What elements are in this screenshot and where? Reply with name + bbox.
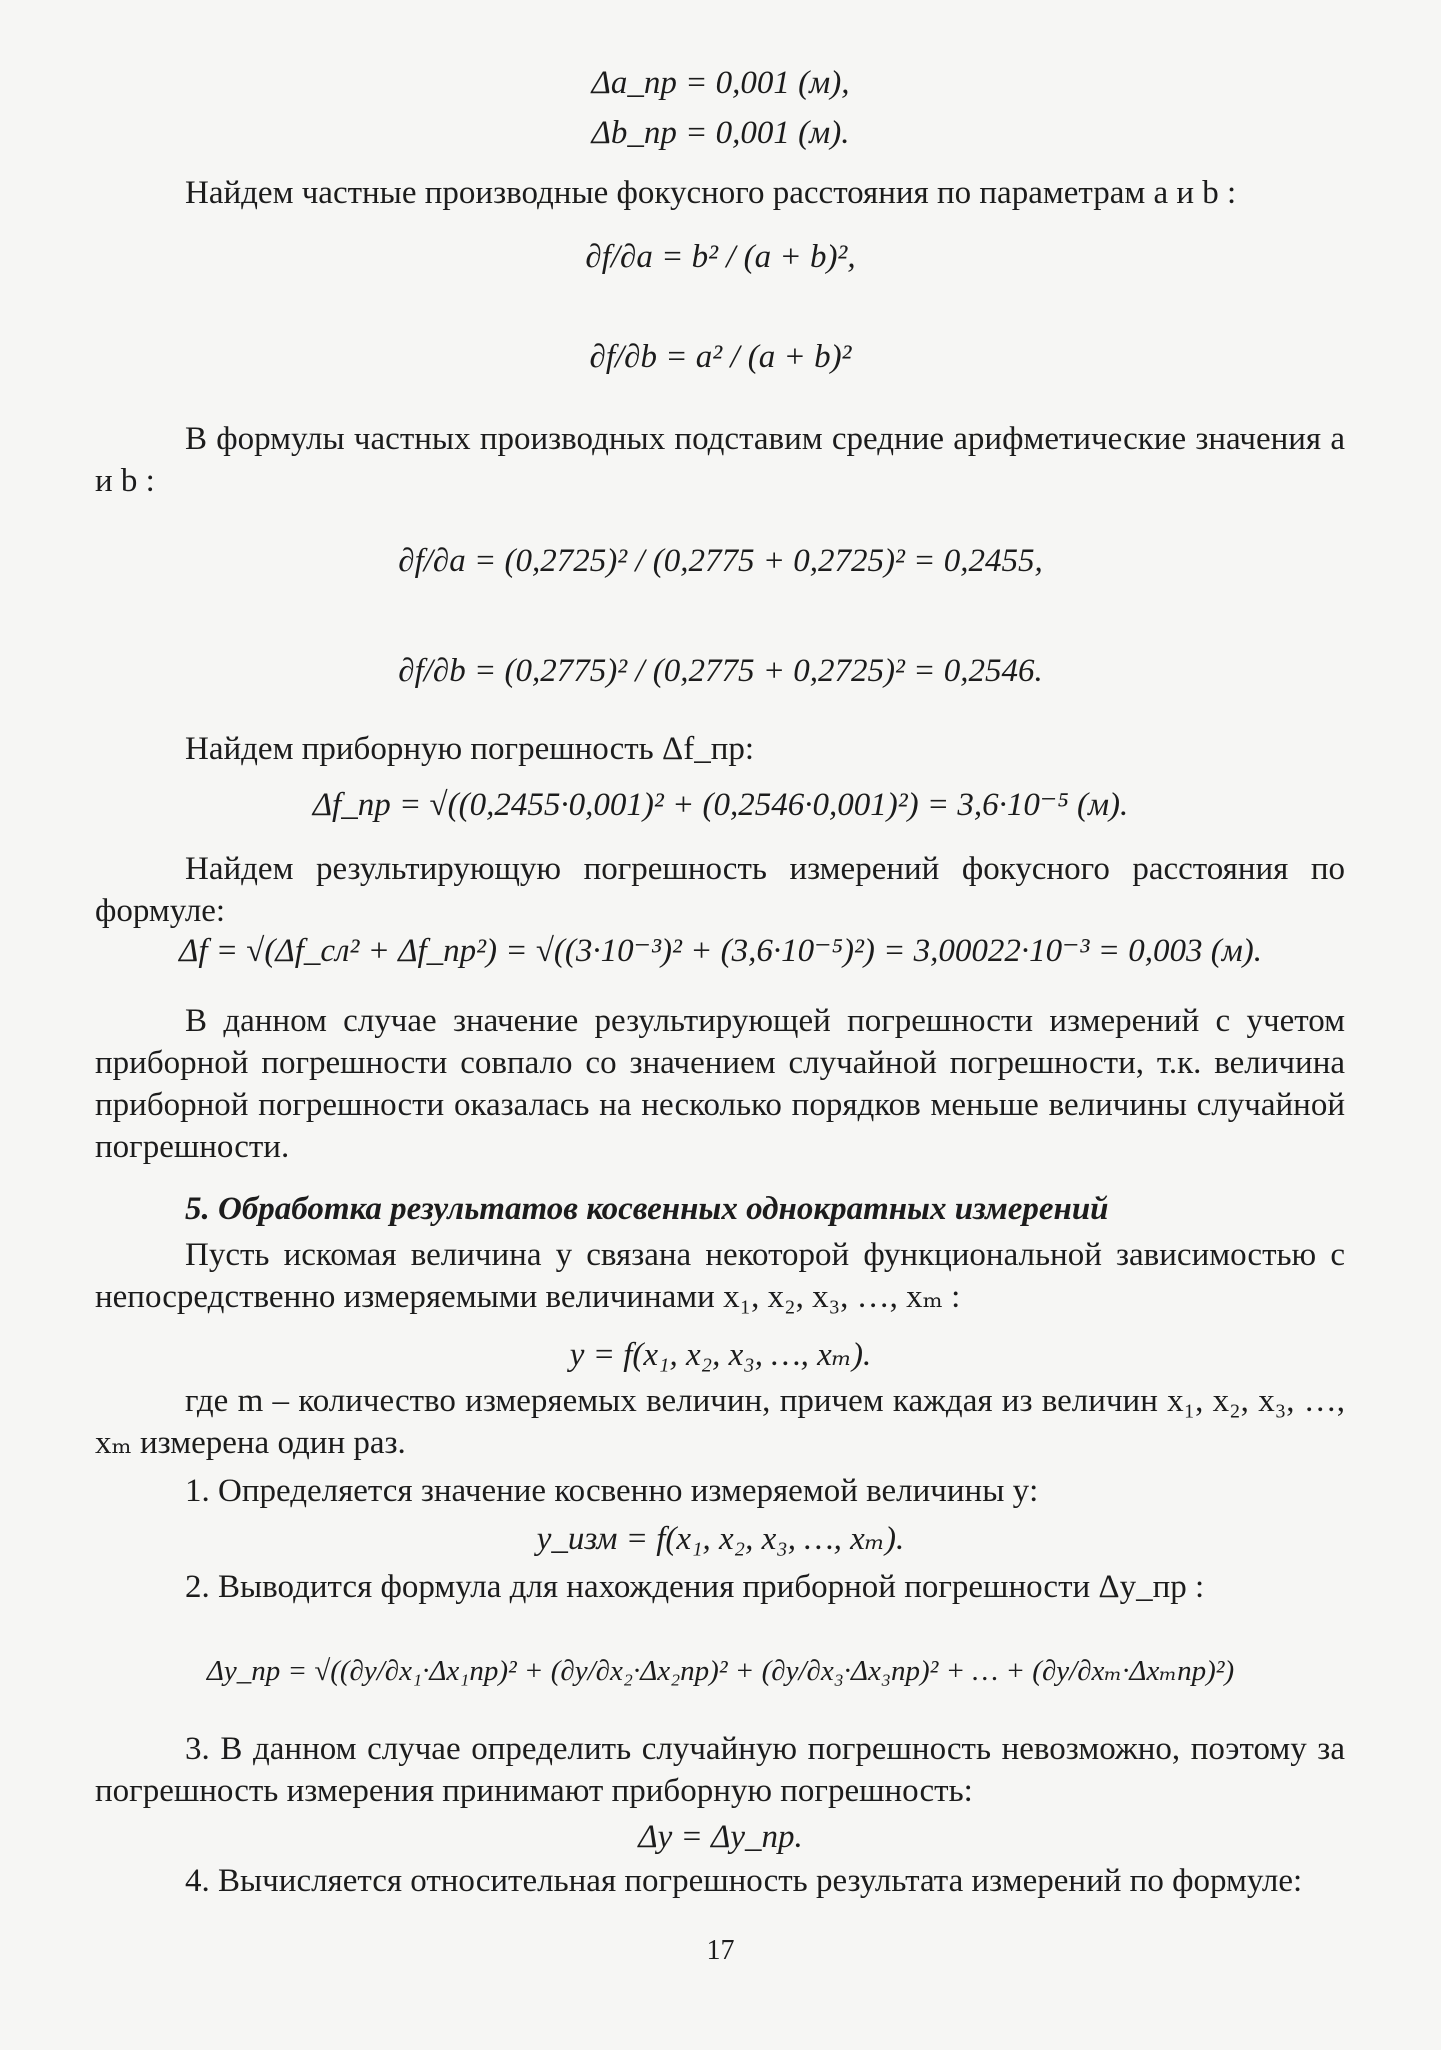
- formula-db-pr: Δb_пр = 0,001 (м).: [591, 115, 850, 151]
- section-heading: 5. Обработка результатов косвенных однократных измерений: [185, 1191, 1109, 1227]
- formula-df-db-value: ∂f/∂b = (0,2775)² / (0,2775 + 0,2725)² = 0,2546.: [398, 653, 1043, 689]
- formula-df-instrument: Δf_пр = √((0,2455·0,001)² + (0,2546·0,001)²) = 3,6·10⁻⁵ (м).: [312, 787, 1129, 823]
- paragraph-m-definition: где m – количество измеряемых величин, причем каждая из величин x₁, x₂, x₃, …, xₘ измерена один раз.: [95, 1383, 1345, 1461]
- paragraph-conclusion: В данном случае значение результирующей погрешности измерений с учетом приборной погрешности совпало со значением случайной погрешности, т.к. величина приборной погрешности оказалась на несколько порядков меньше величины случайной погрешности.: [95, 1003, 1345, 1165]
- formula-df-db: ∂f/∂b = a² / (a + b)²: [589, 339, 852, 375]
- page-number: 17: [706, 1935, 735, 1966]
- paragraph-instrument-error: Найдем приборную погрешность Δf_пр:: [185, 731, 755, 767]
- formula-dy-equals: Δy = Δy_пр.: [638, 1819, 803, 1855]
- paragraph-resulting-error: Найдем результирующую погрешность измерений фокусного расстояния по формуле:: [95, 851, 1345, 929]
- formula-da-pr: Δa_пр = 0,001 (м),: [591, 65, 850, 101]
- formula-y-measured: y_изм = f(x₁, x₂, x₃, …, xₘ).: [536, 1521, 905, 1557]
- paragraph-functional-dependence: Пусть искомая величина y связана некоторой функциональной зависимостью с непосредственно измеряемыми величинами x₁, x₂, x₃, …, xₘ :: [95, 1237, 1345, 1315]
- formula-df-total: Δf = √(Δf_сл² + Δf_пр²) = √((3·10⁻³)² + (3,6·10⁻⁵)²) = 3,00022·10⁻³ = 0,003 (м).: [178, 933, 1263, 969]
- list-item-2: 2. Выводится формула для нахождения приборной погрешности Δy_пр :: [185, 1569, 1205, 1605]
- formula-df-da-value: ∂f/∂a = (0,2725)² / (0,2775 + 0,2725)² = 0,2455,: [398, 543, 1043, 579]
- formula-df-da: ∂f/∂a = b² / (a + b)²,: [585, 239, 856, 275]
- list-item-4: 4. Вычисляется относительная погрешность результата измерений по формуле:: [185, 1863, 1303, 1899]
- paragraph-substitute-means: В формулы частных производных подставим средние арифметические значения a и b :: [95, 421, 1345, 499]
- list-item-1: 1. Определяется значение косвенно измеряемой величины y:: [185, 1473, 1039, 1509]
- list-item-3: 3. В данном случае определить случайную погрешность невозможно, поэтому за погрешность измерения принимают приборную погрешность:: [95, 1731, 1345, 1809]
- paragraph-partial-derivatives: Найдем частные производные фокусного расстояния по параметрам a и b :: [185, 175, 1237, 211]
- formula-y-function: y = f(x₁, x₂, x₃, …, xₘ).: [569, 1337, 872, 1373]
- formula-dy-instrument: Δy_пр = √((∂y/∂x₁·Δx₁пр)² + (∂y/∂x₂·Δx₂пр)² + (∂y/∂x₃·Δx₃пр)² + … + (∂y/∂xₘ·Δxₘпр)²): [206, 1655, 1235, 1687]
